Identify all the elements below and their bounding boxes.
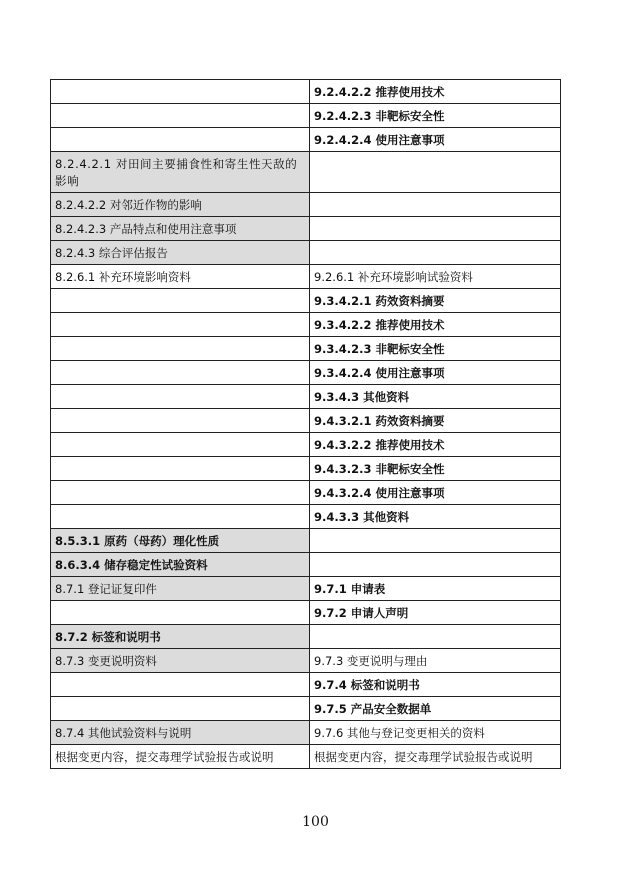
right-cell: 9.3.4.2.3 非靶标安全性: [310, 337, 561, 361]
left-cell: [51, 80, 310, 104]
table-row: [51, 104, 561, 128]
right-cell: 9.7.4 标签和说明书: [310, 673, 561, 697]
right-cell: 9.4.3.2.1 药效资料摘要: [310, 409, 561, 433]
table-row: [51, 361, 561, 385]
left-cell: 8.2.6.1 补充环境影响资料: [51, 265, 310, 289]
right-cell: 9.7.2 申请人声明: [310, 601, 561, 625]
left-cell: [51, 505, 310, 529]
left-cell: 8.7.4 其他试验资料与说明: [51, 721, 310, 745]
right-cell: [310, 241, 561, 265]
table-row: [51, 553, 561, 577]
table-row: [51, 577, 561, 601]
page-number: 100: [302, 814, 329, 830]
table-row: [51, 673, 561, 697]
left-cell: 8.7.1 登记证复印件: [51, 577, 310, 601]
right-cell: [310, 152, 561, 193]
left-cell: [51, 601, 310, 625]
left-cell: [51, 337, 310, 361]
table-row: [51, 289, 561, 313]
right-cell: [310, 193, 561, 217]
right-cell: 9.7.5 产品安全数据单: [310, 697, 561, 721]
table-row: [51, 457, 561, 481]
left-cell: [51, 128, 310, 152]
table-row: [51, 337, 561, 361]
right-cell: 9.2.4.2.2 推荐使用技术: [310, 80, 561, 104]
left-cell: 8.6.3.4 储存稳定性试验资料: [51, 553, 310, 577]
table-row: [51, 721, 561, 745]
right-cell: 9.4.3.3 其他资料: [310, 505, 561, 529]
left-cell: [51, 361, 310, 385]
table-row: [51, 128, 561, 152]
right-cell: 9.2.4.2.3 非靶标安全性: [310, 104, 561, 128]
table-row: [51, 193, 561, 217]
left-cell: [51, 409, 310, 433]
right-cell: 9.3.4.3 其他资料: [310, 385, 561, 409]
table-row: [51, 505, 561, 529]
right-cell: 9.4.3.2.2 推荐使用技术: [310, 433, 561, 457]
left-cell: 8.5.3.1 原药（母药）理化性质: [51, 529, 310, 553]
table-row: [51, 313, 561, 337]
table-row: [51, 745, 561, 769]
right-cell: 9.7.1 申请表: [310, 577, 561, 601]
right-cell: [310, 217, 561, 241]
table-row: [51, 625, 561, 649]
table-row: [51, 481, 561, 505]
right-cell: 9.2.6.1 补充环境影响试验资料: [310, 265, 561, 289]
right-cell: 9.4.3.2.4 使用注意事项: [310, 481, 561, 505]
table-row: [51, 601, 561, 625]
right-cell: 根据变更内容，提交毒理学试验报告或说明: [310, 745, 561, 769]
left-cell: 8.2.4.2.1 对田间主要捕食性和寄生性天敌的影响: [51, 152, 310, 193]
right-cell: 9.7.6 其他与登记变更相关的资料: [310, 721, 561, 745]
table-row: [51, 409, 561, 433]
right-cell: 9.3.4.2.4 使用注意事项: [310, 361, 561, 385]
table-row: [51, 152, 561, 193]
table-row: [51, 649, 561, 673]
left-cell: [51, 289, 310, 313]
right-cell: 9.3.4.2.2 推荐使用技术: [310, 313, 561, 337]
right-cell: 9.2.4.2.4 使用注意事项: [310, 128, 561, 152]
left-cell: 8.2.4.3 综合评估报告: [51, 241, 310, 265]
left-cell: 8.7.3 变更说明资料: [51, 649, 310, 673]
right-cell: 9.4.3.2.3 非靶标安全性: [310, 457, 561, 481]
left-cell: 8.2.4.2.2 对邻近作物的影响: [51, 193, 310, 217]
requirements-table: [50, 79, 561, 769]
left-cell: [51, 385, 310, 409]
left-cell: 8.2.4.2.3 产品特点和使用注意事项: [51, 217, 310, 241]
table-row: [51, 217, 561, 241]
left-cell: [51, 104, 310, 128]
table-row: [51, 385, 561, 409]
table-row: [51, 529, 561, 553]
table-row: [51, 697, 561, 721]
right-cell: [310, 529, 561, 553]
left-cell: [51, 697, 310, 721]
table-row: [51, 80, 561, 104]
left-cell: 根据变更内容，提交毒理学试验报告或说明: [51, 745, 310, 769]
left-cell: [51, 433, 310, 457]
left-cell: [51, 673, 310, 697]
left-cell: [51, 313, 310, 337]
table-row: [51, 241, 561, 265]
right-cell: [310, 553, 561, 577]
right-cell: [310, 625, 561, 649]
left-cell: [51, 481, 310, 505]
left-cell: 8.7.2 标签和说明书: [51, 625, 310, 649]
right-cell: 9.7.3 变更说明与理由: [310, 649, 561, 673]
table-row: [51, 433, 561, 457]
left-cell: [51, 457, 310, 481]
right-cell: 9.3.4.2.1 药效资料摘要: [310, 289, 561, 313]
table-row: [51, 265, 561, 289]
